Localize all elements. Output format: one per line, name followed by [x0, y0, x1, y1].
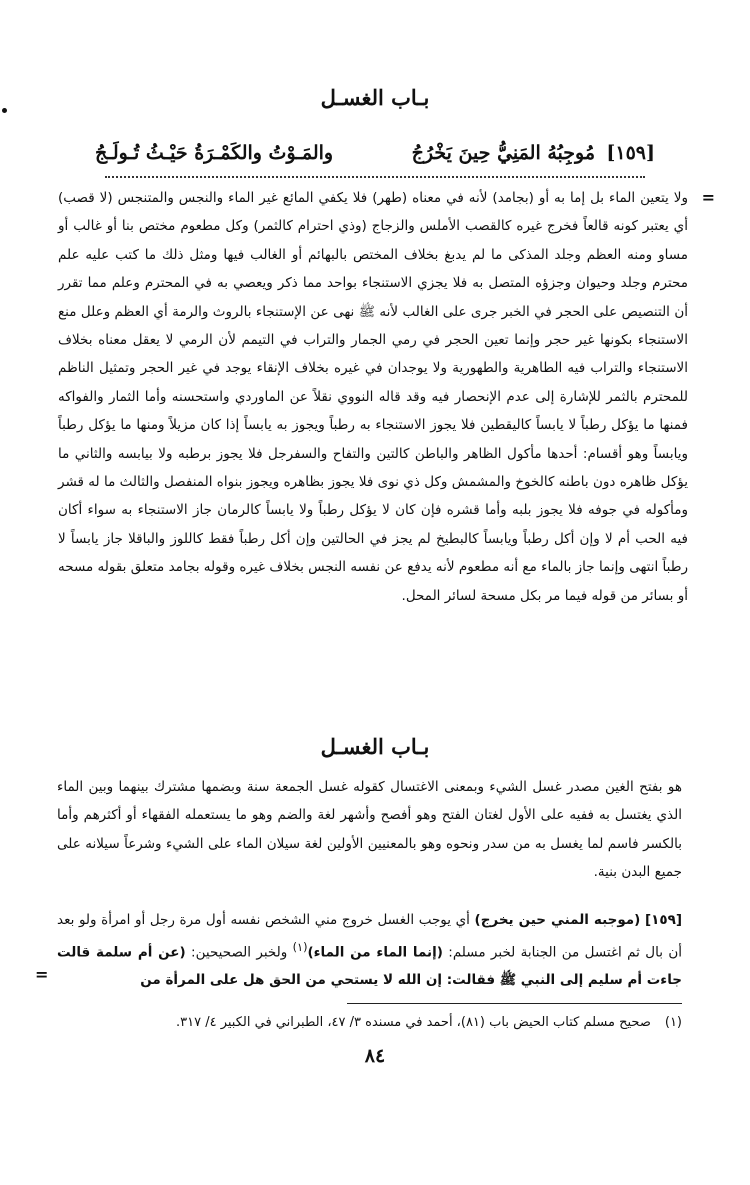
footnote — [60, 1010, 682, 1036]
section-heading: بـاب الغسـل — [320, 734, 430, 759]
verse-ref: [١٥٩] — [644, 912, 683, 928]
footnote-text: صحيح مسلم كتاب الحيض باب (٨١)، أحمد في مسنده ٣/ ٤٧، الطبراني في الكبير ٤/ ٣١٧. — [175, 1015, 651, 1030]
verse-hemistich-2: والمَـوْتُ والكَمْـرَةُ حَيْـثُ تُـولَـجُ — [95, 142, 334, 164]
hadith-quote: (إنما الماء من الماء) — [307, 944, 443, 961]
verse-commentary-paragraph — [57, 907, 682, 994]
dotted-divider — [105, 176, 645, 178]
commentary-text-a: أي يوجب الغسل خروج مني الشخص نفسه أول مرة رجل أو امرأة ولو بعد أن بال ثم اغتسل من الجنابة لخبر مسلم: — [57, 912, 682, 961]
continuation-mark: = — [701, 188, 715, 207]
definition-paragraph — [57, 773, 682, 887]
page-number: ٨٤ — [364, 1045, 386, 1067]
verse-hemistich-1: مُوجِبُهُ المَنِيُّ حِينَ يَخْرُجُ — [411, 142, 595, 164]
hadith-narration: (عن أم سلمة قالت جاءت أم سليم إلى النبي ﷺ فقالت: إن الله لا يستحي من الحق هل على المرأة من — [57, 944, 682, 988]
verse-commentary-text — [57, 907, 682, 994]
continuation-mark-end: = — [35, 965, 49, 984]
verse-line — [95, 136, 655, 170]
definition-text: هو بفتح الغين مصدر غسل الشيء وبمعنى الاغتسال كقوله غسل الجمعة سنة وبضمها مشترك بينهما وبين الماء الذي يغتسل به ففيه على الأول لغتان الفتح وهو أفصح وأشهر لغة والضم وهو ما يستعمله الفقهاء أو أكثرهم وأما بالكسر فاسم لما يغسل به من سدر ونحوه وهو بالمعنيين الأولين لغة سيلان الماء على الشيء وشرعاً سيلانه على جميع البدن بنية. — [57, 779, 682, 881]
chapter-title: بـاب الغسـل — [320, 85, 430, 110]
footnote-ref: (١) — [292, 941, 308, 954]
footnote-divider — [347, 1003, 682, 1004]
commentary-text-b: ولخبر الصحيحين: — [185, 944, 293, 961]
commentary-text: ولا يتعين الماء بل إما به أو (بجامد) لأنه في معناه (طهر) فلا يكفي المائع غير الماء والنجس والمتنجس (لا قصب) أي يعتبر كونه قالعاً فخرج غيره كالقصب الأملس والزجاج (وذي احترام كالثمر) وكل مطعوم مختص بنا أو غالب أو مساو ومنه العظم وجلد المذكى ما لم يدبغ بخلاف المختص بالبهائم أو الغالب فيها ومثل ذلك ما كتب عليه علم محترم وجلد وحيوان وجزؤه المتصل به فلا يجزي الاستنجاء بواحد مما ذكر ويعصي به في المحترم وعلم مما تقرر أن التنصيص على الحجر في الخبر جرى على الغالب لأنه ﷺ نهى عن الإستنجاء بالروث والرمة أي العظم وعلل منع الاستنجاء بكونها غير حجر وإنما تعين الحجر في رمي الجمار والتراب في التيمم لأن الرمي لا يعقل معناه بخلاف الاستنجاء والتراب فيه الطاهرية والطهورية ولا يوجدان في غيره بخلاف الإنقاء يوجد في غير الحجر وتمثيل الناظم للمحترم بالثمر للإشارة إلى عدم الإنحصار فيه وقد قاله النووي نقلاً عن الماوردي واستحسنه وأما الثمار والفواكه فمنها ما يؤكل رطباً لا يابساً كاليقطين فلا يجوز الاستنجاء به رطباً ويجوز به يابساً إذا كان مزيلاً ومنها ما يؤكل رطباً ويابساً وهو أقسام: أحدها مأكول الظاهر والباطن كالتين والتفاح والسفرجل فلا يجوز برطبه ولا بيابسه والثاني ما يؤكل ظاهره دون باطنه كالخوخ والمشمش وكل ذي نوى فلا يجوز بظاهره ويجوز بنواه المنفصل والثالث ما له قشر ومأكوله في جوفه فلا يجوز بلبه وأما قشره فإن كان لا يؤكل رطباً ولا يابساً كالرمان جاز الاستنجاء به سواء أكان فيه الحب أم لا وإن أكل رطباً ويابساً كالبطيخ لم يجز في الحالتين وإن أكل رطباً فقط كاللوز والباقلا جاز يابساً لا رطباً انتهى وإنما جاز بالماء مع أنه مطعوم لأنه يدفع عن نفسه النجس بخلاف غيره وقوله بجامد متعلق بقوله مسحه أو بسائر من قوله فيما مر بكل مسحة لسائر المحل. — [58, 190, 688, 604]
verse-number: [١٥٩] — [606, 142, 655, 164]
quoted-verse: (موجبه المني حين يخرج) — [474, 912, 641, 928]
commentary-paragraph — [58, 184, 688, 610]
footnote-number: (١) — [664, 1015, 682, 1030]
